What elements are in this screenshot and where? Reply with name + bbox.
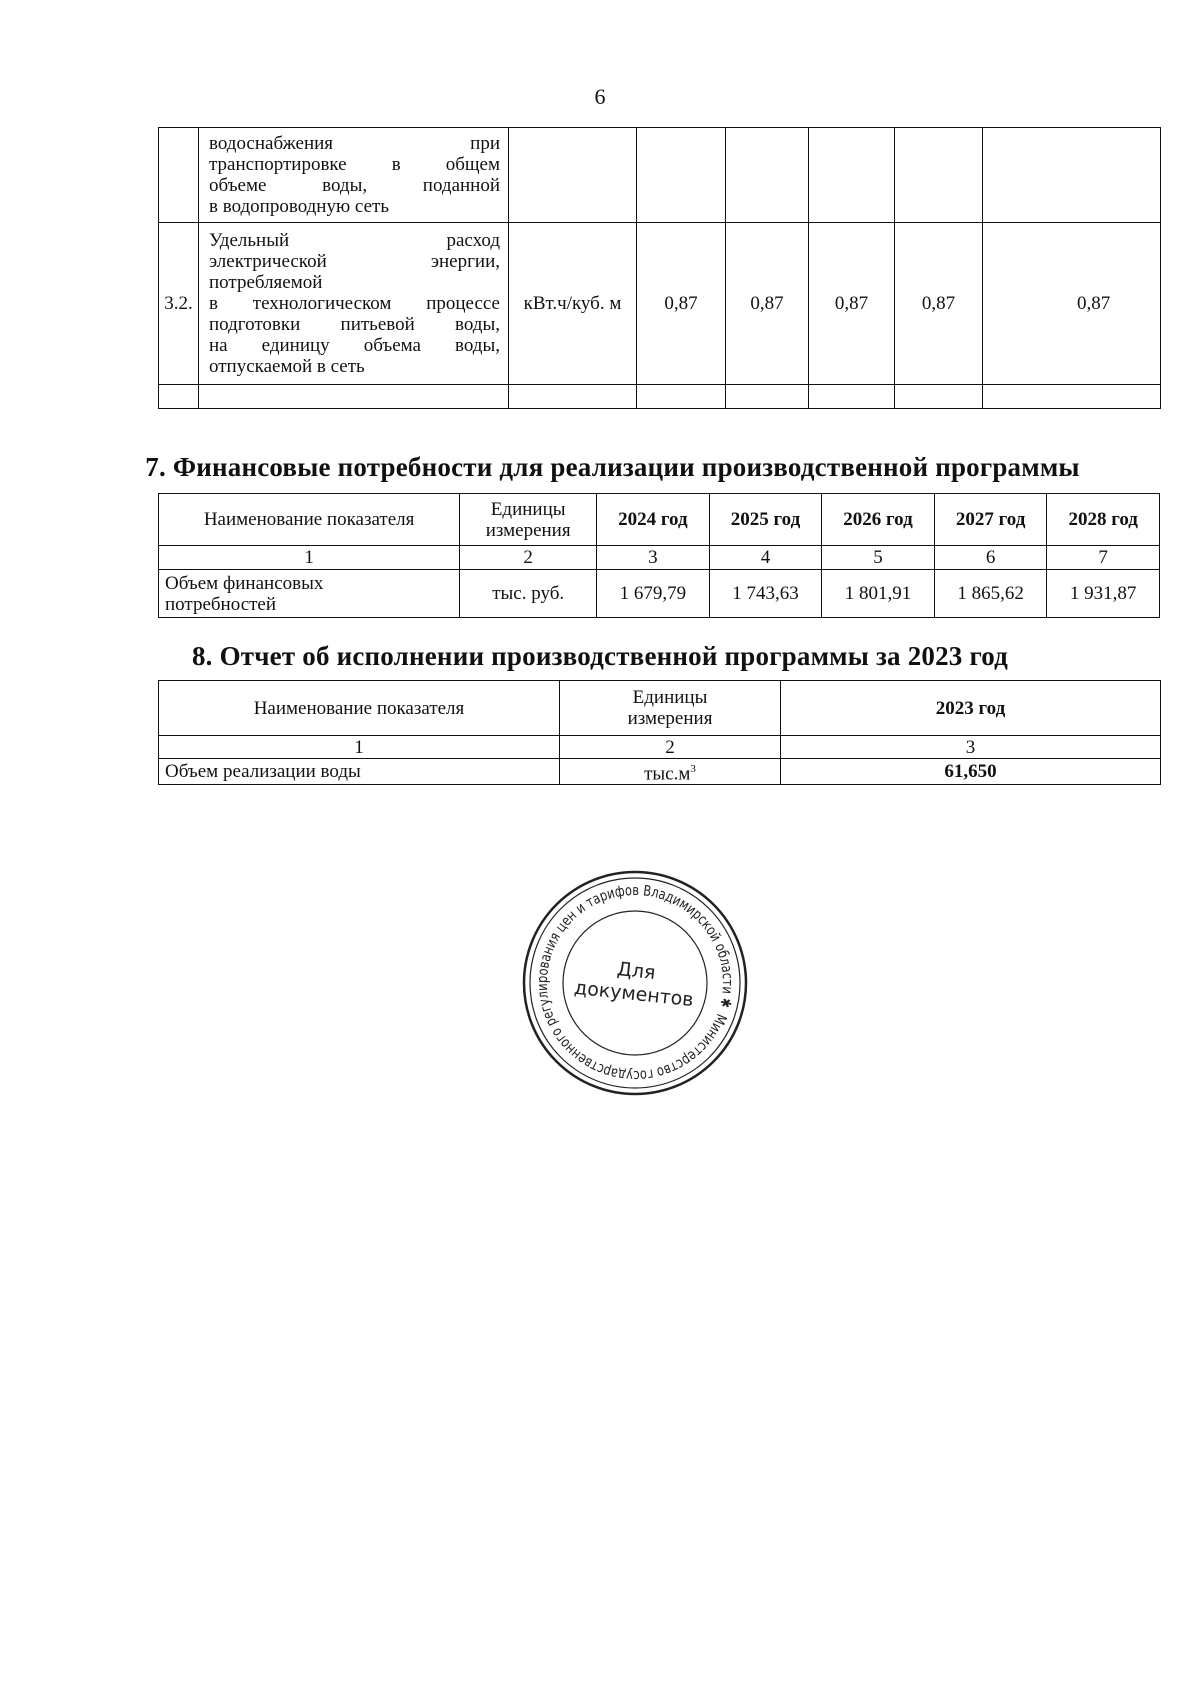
unit-text: тыс.м — [644, 763, 691, 785]
header-year: 2027 год — [934, 494, 1047, 546]
header-year: 2023 год — [781, 681, 1161, 736]
unit-cell — [560, 759, 781, 785]
column-number: 6 — [934, 546, 1047, 570]
value-cell: 0,87 — [637, 223, 726, 385]
table-row — [159, 128, 1161, 223]
column-number-row — [159, 546, 1160, 570]
empty-cell — [809, 385, 895, 409]
value-cell: 61,650 — [781, 759, 1161, 785]
value-cell: 1 801,91 — [822, 570, 935, 618]
table-row — [159, 570, 1160, 618]
column-number: 3 — [597, 546, 710, 570]
page-number: 6 — [594, 84, 606, 109]
header-year: 2026 год — [822, 494, 935, 546]
desc-line: потребляемой — [209, 272, 323, 293]
desc-line: объеме воды, поданной — [209, 175, 500, 196]
program-report-table — [158, 680, 1161, 785]
empty-cell — [895, 128, 983, 223]
table-header-row — [159, 681, 1161, 736]
column-number: 1 — [159, 546, 460, 570]
desc-line: в технологическом процессе — [209, 293, 500, 314]
value-cell: 0,87 — [895, 223, 983, 385]
empty-cell — [726, 128, 809, 223]
value-cell: 0,87 — [983, 223, 1161, 385]
stamp-center-line: документов — [573, 976, 695, 1012]
row-code — [159, 128, 199, 223]
empty-cell — [895, 385, 983, 409]
desc-line: Удельный расход — [209, 230, 500, 251]
table-row — [159, 223, 1161, 385]
header-unit: Единицы измерения — [460, 494, 597, 546]
value-cell: 1 931,87 — [1047, 570, 1160, 618]
header-name: Наименование показателя — [159, 681, 560, 736]
value-cell: 1 865,62 — [934, 570, 1047, 618]
desc-line: на единицу объема воды, — [209, 335, 500, 356]
indicator-name: Объем финансовых потребностей — [159, 570, 460, 618]
unit-superscript: 3 — [690, 763, 696, 775]
value-cell: 1 743,63 — [709, 570, 822, 618]
desc-line: подготовки питьевой воды, — [209, 314, 500, 335]
empty-cell — [726, 385, 809, 409]
value-cell: 0,87 — [809, 223, 895, 385]
unit-cell: кВт.ч/куб. м — [509, 223, 637, 385]
stamp-center — [509, 857, 762, 1110]
empty-cell — [983, 128, 1161, 223]
financial-needs-table — [158, 493, 1160, 618]
column-number: 5 — [822, 546, 935, 570]
header-year: 2028 год — [1047, 494, 1160, 546]
row-code: 3.2. — [159, 223, 199, 385]
empty-cell — [637, 385, 726, 409]
empty-cell — [509, 128, 637, 223]
header-year: 2024 год — [597, 494, 710, 546]
empty-cell — [637, 128, 726, 223]
header-unit: Единицы измерения — [560, 681, 781, 736]
header-name: Наименование показателя — [159, 494, 460, 546]
indicator-name: Объем реализации воды — [159, 759, 560, 785]
desc-line: водоснабжения при — [209, 133, 500, 154]
desc-line: в водопроводную сеть — [209, 196, 389, 217]
empty-cell — [159, 385, 199, 409]
column-number: 2 — [460, 546, 597, 570]
indicators-table-continuation — [158, 127, 1161, 409]
empty-cell — [509, 385, 637, 409]
column-number: 4 — [709, 546, 822, 570]
row-description — [199, 223, 509, 385]
official-stamp — [520, 868, 750, 1098]
column-number-row — [159, 736, 1161, 759]
desc-line: транспортировке в общем — [209, 154, 500, 175]
stamp-ring-text: Министерство государственного регулирования цен и тарифов Владимирской области ✱ — [534, 882, 736, 1084]
column-number: 7 — [1047, 546, 1160, 570]
value-cell: 0,87 — [726, 223, 809, 385]
desc-line: отпускаемой в сеть — [209, 356, 365, 377]
value-cell: 1 679,79 — [597, 570, 710, 618]
empty-cell — [199, 385, 509, 409]
section-8-title: 8. Отчет об исполнении производственной программы за 2023 год — [191, 641, 1009, 671]
table-header-row — [159, 494, 1160, 546]
unit-cell: тыс. руб. — [460, 570, 597, 618]
column-number: 3 — [781, 736, 1161, 759]
table-row — [159, 385, 1161, 409]
header-year: 2025 год — [709, 494, 822, 546]
stamp-center-line: Для — [615, 958, 657, 985]
column-number: 2 — [560, 736, 781, 759]
row-description — [199, 128, 509, 223]
section-7-title: 7. Финансовые потребности для реализации производственной программы — [145, 452, 1080, 482]
table-row — [159, 759, 1161, 785]
desc-line: электрической энергии, — [209, 251, 500, 272]
empty-cell — [983, 385, 1161, 409]
column-number: 1 — [159, 736, 560, 759]
empty-cell — [809, 128, 895, 223]
